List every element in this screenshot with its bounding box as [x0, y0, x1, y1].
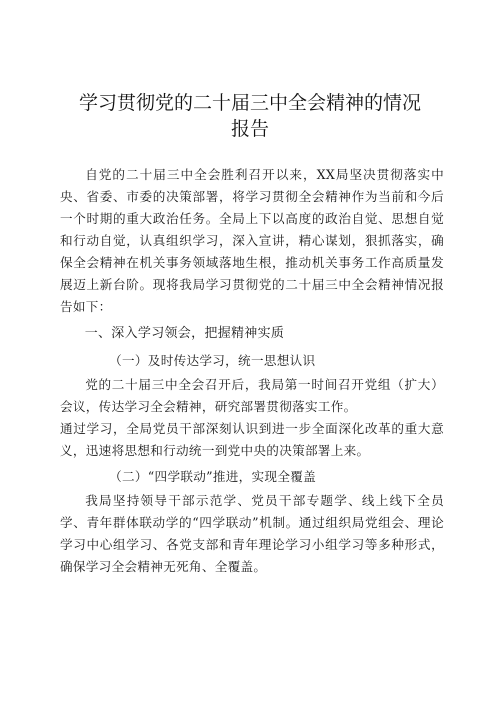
intro-paragraph: 自党的二十届三中全会胜利召开以来，XX局坚决贯彻落实中央、省委、市委的决策部署，将学习贯彻全会精神作为当前和今后一个时期的重大政治任务。全局上下以高度的政治自觉、思想自觉和行动自觉，认真组织学习，深入宣讲，精心谋划，狠抓落实，确保全会精神在机关事务领域落地生根，推动机关事务工作高质量发展迈上新台阶。现将我局学习贯彻党的二十届三中全会精神情况报告如下：: [60, 167, 444, 314]
document-title-line-2: 报告: [230, 118, 269, 140]
subsection-1-paragraph-1: 党的二十届三中全会召开后，我局第一时间召开党组（扩大）会议，传达学习全会精神，研究部署贯彻落实工作。: [60, 377, 444, 414]
section-1-heading: 一、深入学习领会，把握精神实质: [84, 326, 285, 341]
subsection-2-paragraph-1: 我局坚持领导干部示范学、党员干部专题学、线上线下全员学、青年群体联动学的“四学联动”机制。通过组织局党组会、理论学习中心组学习、各党支部和青年理论学习小组学习等多种形式，确保学习全会精神无死角、全覆盖。: [60, 493, 444, 574]
subsection-1-heading: （一）及时传达学习，统一思想认识: [109, 353, 316, 368]
subsection-2-heading: （二）“四学联动”推进，实现全覆盖: [109, 469, 317, 484]
document-title-line-1: 学习贯彻党的二十届三中全会精神的情况: [78, 92, 421, 114]
document-body: [60, 164, 444, 578]
document-title: [60, 90, 440, 142]
subsection-1-paragraph-2: 通过学习，全局党员干部深刻认识到进一步全面深化改革的重大意义，迅速将思想和行动统一到党中央的决策部署上来。: [60, 421, 444, 458]
